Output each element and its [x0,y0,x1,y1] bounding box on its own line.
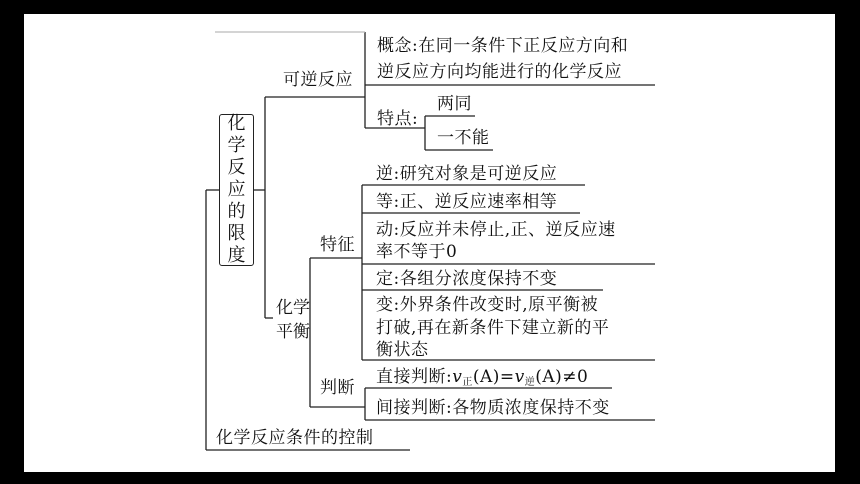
trait-dynamic-line-1: 动:反应并未停止,正、逆反应速 [376,220,616,240]
trait-dynamic-line-2: 率不等于0 [376,242,458,262]
direct-middle: (A)= [472,367,515,387]
direct-end: (A)≠0 [535,367,589,387]
direct-judgement [376,367,588,387]
velocity-symbol-forward: v [452,367,463,387]
features-label: 特点: [377,109,419,129]
forward-subscript: 正 [462,377,473,388]
root-node-box [219,114,254,266]
concept-line-1: 概念:在同一条件下正反应方向和 [377,36,629,56]
trait-change-line-1: 变:外界条件改变时,原平衡被 [376,295,599,315]
feature-one-cannot: 一不能 [437,128,490,148]
velocity-symbol-reverse: v [514,367,525,387]
chemical-equilibrium-label [276,296,316,344]
indirect-judgement: 间接判断:各物质浓度保持不变 [376,398,610,418]
direct-prefix: 直接判断: [376,367,453,387]
root-node-label: 化学反应的限度 [227,113,246,266]
concept-line-2: 逆反应方向均能进行的化学反应 [377,62,622,82]
feature-two-same: 两同 [437,94,472,114]
trait-change-line-3: 衡状态 [376,340,429,360]
reaction-condition-control: 化学反应条件的控制 [216,428,374,448]
reverse-subscript: 逆 [524,377,536,388]
equilibrium-label-line-1: 化学 [276,298,310,318]
trait-fixed: 定:各组分浓度保持不变 [376,269,558,289]
traits-label: 特征 [320,235,355,255]
trait-reversible: 逆:研究对象是可逆反应 [376,164,558,184]
trait-change-line-2: 打破,再在新条件下建立新的平 [376,318,610,338]
equilibrium-label-line-2: 平衡 [276,322,310,342]
trait-equal: 等:正、逆反应速率相等 [376,192,558,212]
reversible-reaction-label: 可逆反应 [283,70,353,90]
judge-label: 判断 [320,378,355,398]
